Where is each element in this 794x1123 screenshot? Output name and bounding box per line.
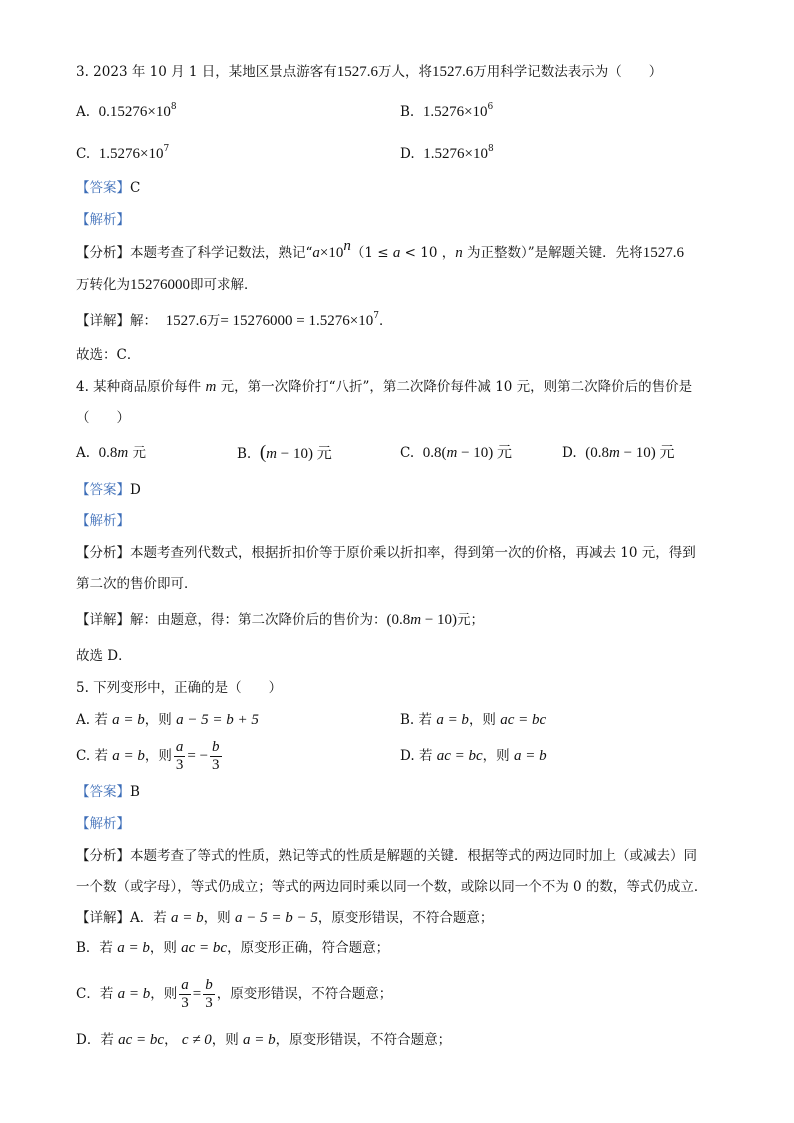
q5-answer: 【答案】B xyxy=(76,784,140,800)
q3-answer: 【答案】C xyxy=(76,180,141,196)
q3-stem: 3. 2023 年 10 月 1 日，某地区景点游客有1527.6万人，将1527.6万用科学记数法表示为（ ） xyxy=(76,64,663,80)
q4-conclusion: 故选 D． xyxy=(76,648,132,664)
q3-xiangjie: 【详解】解： 1527.6万= $15276000 = 1.5276\times 10^7$． xyxy=(76,311,393,329)
q4-stem-line2: （ ） xyxy=(76,410,130,426)
q5-fenxi-line2: 一个数（或字母），等式仍成立；等式的两边同时乘以同一个数，或除以同一个不为 0 的数，等式仍成立． xyxy=(76,879,708,895)
q4-answer: 【答案】D xyxy=(76,482,141,498)
q5-detail-c: C．若 a = b，则 $\frac{a}{3}$ = $\frac{b}{3}$ ，原变形错误，不符合题意； xyxy=(76,977,393,1011)
q3-fenxi-line1: 【分析】本题考查了科学记数法，熟记“$a\times 10^n(1 \le a < 10$ ，n 为正整数）”是解题关键．先将1527.6 xyxy=(76,238,684,261)
fraction-b-over-3: $\frac{b}{3}$ xyxy=(205,977,213,1011)
q5-option-a: A. 若 a = b，则 a − 5 = b + 5 xyxy=(76,712,259,728)
q3-option-c: C. $1.5276\times 10^7$ xyxy=(76,144,170,162)
q4-option-c: C. 0.8(m − 10) 元 xyxy=(400,445,513,461)
q3-analysis-label: 【解析】 xyxy=(76,212,130,228)
q5-option-d: D. 若 ac = bc，则 a = b xyxy=(400,748,547,764)
q5-option-b: B. 若 a = b，则 ac = bc xyxy=(400,712,547,728)
q4-xiangjie: 【详解】解：由题意，得：第二次降价后的售价为：(0.8m − 10)元； xyxy=(76,612,485,628)
fraction-a-over-3: $\frac{a}{3}$ xyxy=(175,739,184,773)
q5-option-c: C. 若 a = b，则 $\frac{a}{3}$ = − $\frac{b}{3}$ xyxy=(76,739,220,773)
q5-analysis-label: 【解析】 xyxy=(76,816,130,832)
q3-option-b: B. $1.5276\times 10^6$ xyxy=(400,102,494,120)
q3-option-a: A. $0.15276\times 10^8$ xyxy=(76,102,177,120)
fraction-b-over-3: $\frac{b}{3}$ xyxy=(212,739,220,773)
q5-detail-d: D．若 ac = bc， c ≠ 0，则 a = b，原变形错误，不符合题意； xyxy=(76,1032,452,1048)
q4-fenxi-line1: 【分析】本题考查列代数式，根据折扣价等于原价乘以折扣率，得到第一次的价格，再减去 10 元，得到 xyxy=(76,545,696,561)
q3-conclusion: 故选：C． xyxy=(76,347,141,363)
q4-analysis-label: 【解析】 xyxy=(76,513,130,529)
q4-option-b: B. (m − 10) 元 xyxy=(237,442,332,463)
fraction-a-over-3: $\frac{a}{3}$ xyxy=(181,977,189,1011)
q3-fenxi-line2: 万转化为15276000即可求解． xyxy=(76,277,258,293)
q4-option-d: D. (0.8m − 10) 元 xyxy=(562,445,675,461)
q4-fenxi-line2: 第二次的售价即可． xyxy=(76,576,198,592)
q4-stem-line1: 4. 某种商品原价每件 m 元，第一次降价打“八折”，第二次降价每件减 10 元，则第二次降价后的售价是 xyxy=(76,379,693,395)
q4-option-a: A. 0.8m 元 xyxy=(76,445,147,461)
q5-fenxi-line1: 【分析】本题考查了等式的性质，熟记等式的性质是解题的关键．根据等式的两边同时加上（或减去）同 xyxy=(76,848,697,864)
q5-detail-b: B．若 a = b，则 ac = bc，原变形正确，符合题意； xyxy=(76,940,390,956)
q5-stem: 5. 下列变形中，正确的是（ ） xyxy=(76,680,283,696)
q3-option-d: D. $1.5276\times 10^8$ xyxy=(400,144,494,162)
q5-detail-a: 【详解】A．若 a = b，则 a − 5 = b − 5，原变形错误，不符合题意； xyxy=(76,910,494,926)
